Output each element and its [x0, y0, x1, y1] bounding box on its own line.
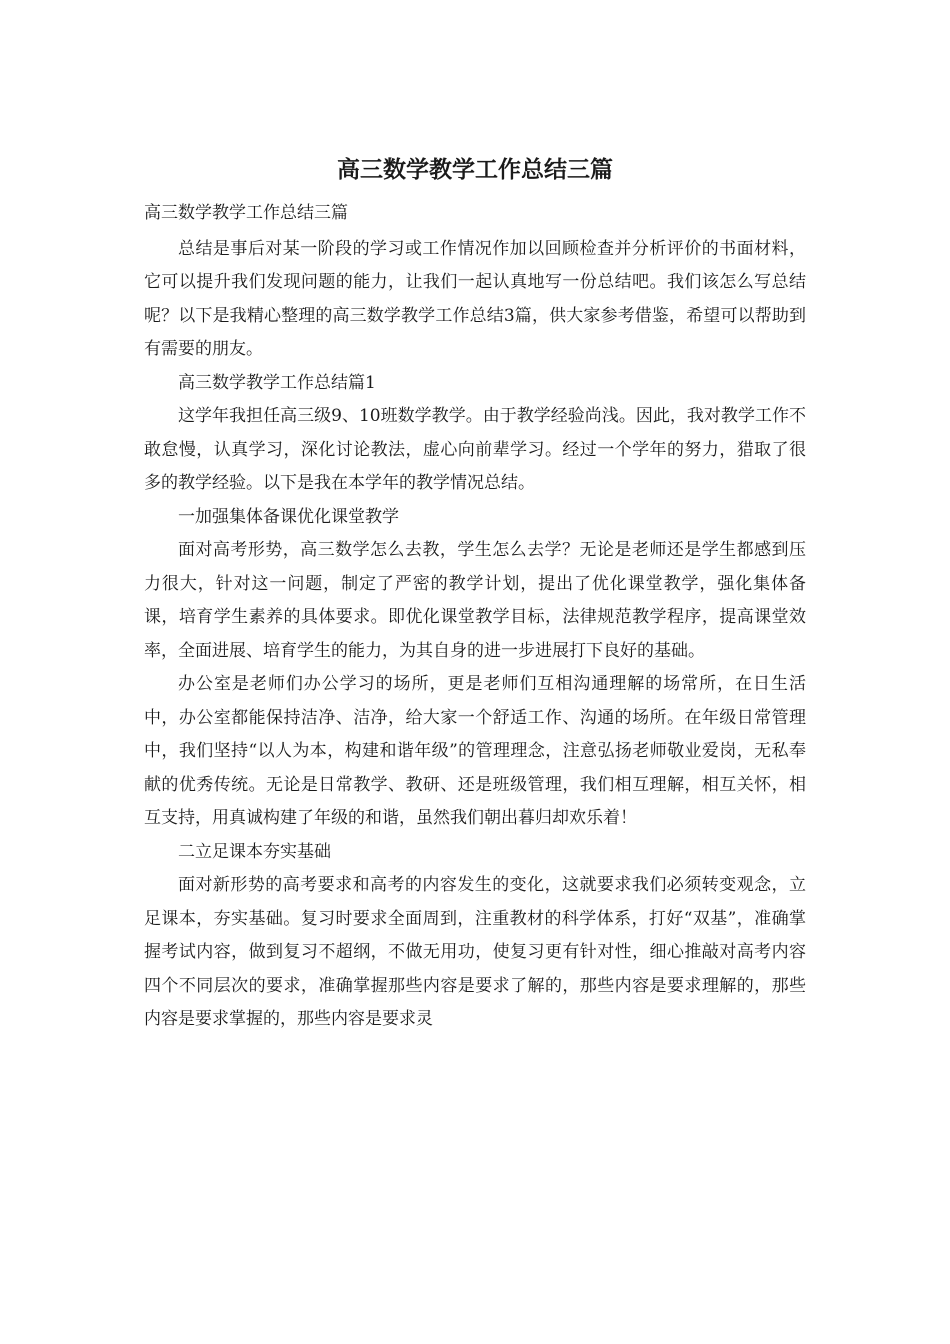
body-paragraph: 这学年我担任高三级9、10班数学教学。由于教学经验尚浅。因此，我对教学工作不敢怠慢，认真学习，深化讨论教法，虚心向前辈学习。经过一个学年的努力，猎取了很多的教学经验。以下是我在本学年的教学情况总结。 — [144, 406, 806, 493]
document-body — [144, 197, 806, 1037]
intro-paragraph: 总结是事后对某一阶段的学习或工作情况作加以回顾检查并分析评价的书面材料，它可以提升我们发现问题的能力，让我们一起认真地写一份总结吧。我们该怎么写总结呢？以下是我精心整理的高三数学教学工作总结3篇，供大家参考借鉴，希望可以帮助到有需要的朋友。 — [144, 238, 806, 359]
section-heading-textbook-basics: 二立足课本夯实基础 — [178, 841, 331, 862]
document-subtitle: 高三数学教学工作总结三篇 — [144, 203, 348, 223]
section-heading-part-1: 高三数学教学工作总结篇1 — [178, 372, 376, 393]
body-paragraph: 面对高考形势，高三数学怎么去教，学生怎么去学？无论是老师还是学生都感到压力很大，针对这一问题，制定了严密的教学计划，提出了优化课堂教学，强化集体备课，培育学生素养的具体要求。即优化课堂教学目标，法律规范教学程序，提高课堂效率，全面进展、培育学生的能力，为其自身的进一步进展打下良好的基础。 — [144, 540, 806, 661]
body-paragraph: 面对新形势的高考要求和高考的内容发生的变化，这就要求我们必须转变观念，立足课本，夯实基础。复习时要求全面周到，注重教材的科学体系，打好“双基”，准确掌握考试内容，做到复习不超纲，不做无用功，使复习更有针对性，细心推敲对高考内容四个不同层次的要求，准确掌握那些内容是要求了解的，那些内容是要求理解的，那些内容是要求掌握的，那些内容是要求灵 — [144, 875, 806, 1029]
body-paragraph: 办公室是老师们办公学习的场所，更是老师们互相沟通理解的场常所，在日生活中，办公室都能保持洁净、洁净，给大家一个舒适工作、沟通的场所。在年级日常管理中，我们坚持“以人为本，构建和谐年级”的管理理念，注意弘扬老师敬业爱岗，无私奉献的优秀传统。无论是日常教学、教研、还是班级管理，我们相互理解，相互关怀，相互支持，用真诚构建了年级的和谐，虽然我们朝出暮归却欢乐着！ — [144, 674, 806, 828]
document-title: 高三数学教学工作总结三篇 — [337, 156, 613, 183]
section-heading-collective-prep: 一加强集体备课优化课堂教学 — [178, 506, 399, 527]
